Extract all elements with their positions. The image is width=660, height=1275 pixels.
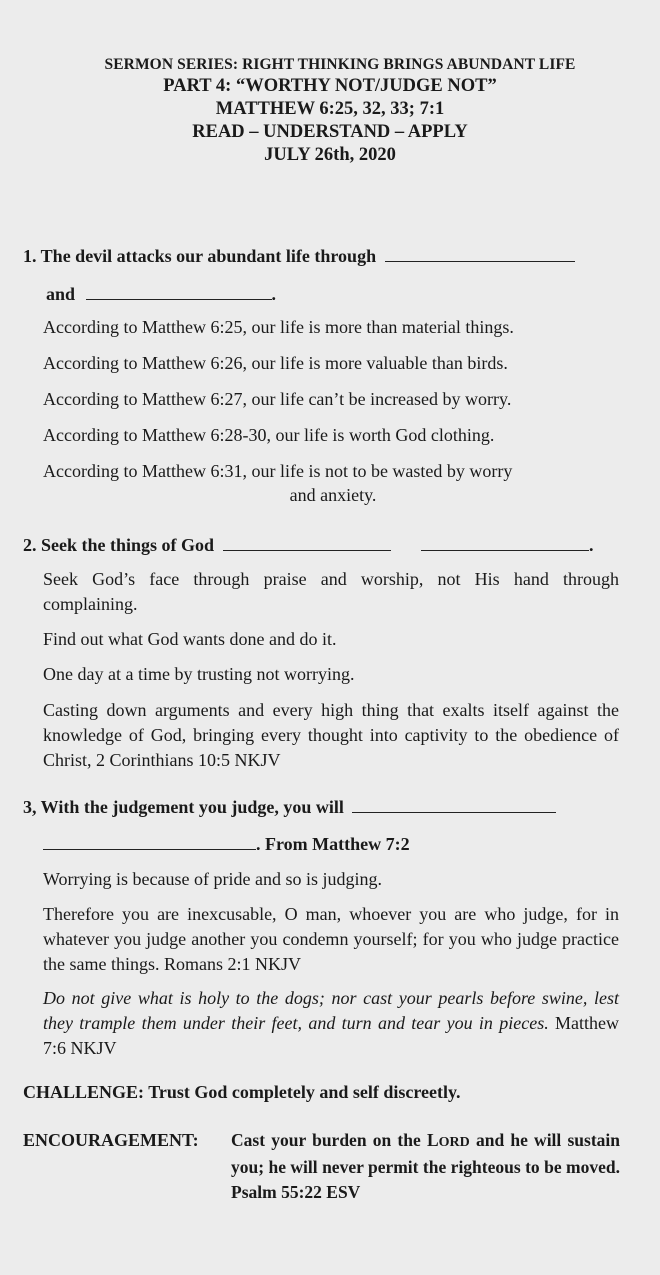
scripture-reference: MATTHEW 6:25, 32, 33; 7:1 <box>215 99 445 119</box>
matthew-quote-text: Do not give what is holy to the dogs; nor cast your pearls before swine, lest they trample them under their feet, and turn and tear you in pieces. <box>43 988 619 1033</box>
point-3-reference: . From Matthew 7:2 <box>256 834 410 854</box>
period: . <box>589 535 594 555</box>
romans-quote: Therefore you are inexcusable, O man, whoever you are who judge, for in whatever you judge another you condemn yourself; for you who judge practice the same things. Romans 2:1 NKJV <box>43 904 619 974</box>
point-1-line: According to Matthew 6:28-30, our life is worth God clothing. <box>43 425 495 445</box>
period: . <box>271 284 277 304</box>
point-1-heading <box>23 245 575 267</box>
encouragement-text-a: Cast your burden on the <box>231 1130 427 1150</box>
point-1-line-continued: and anxiety. <box>289 485 377 505</box>
fill-in-blank[interactable] <box>223 534 391 551</box>
fill-in-blank[interactable] <box>385 245 575 262</box>
point-2-heading <box>23 534 594 556</box>
point-1-line: According to Matthew 6:27, our life can’t be increased by worry. <box>43 389 512 409</box>
point-2-line: Find out what God wants done and do it. <box>43 629 337 649</box>
point-2-line: Seek God’s face through praise and worship, not His hand through complaining. <box>43 569 619 614</box>
point-1-and-line <box>46 283 276 305</box>
motto: READ – UNDERSTAND – APPLY <box>192 122 468 142</box>
point-1-line: According to Matthew 6:25, our life is more than material things. <box>43 317 514 337</box>
point-2-heading-text: 2. Seek the things of God <box>23 535 215 555</box>
fill-in-blank[interactable] <box>352 796 556 813</box>
encouragement-text <box>231 1128 620 1205</box>
and-label: and <box>46 284 76 304</box>
matthew-quote-ref: Matthew 7:6 NKJV <box>43 1013 620 1058</box>
point-1-line: According to Matthew 6:31, our life is not to be wasted by worry <box>43 461 513 481</box>
challenge: CHALLENGE: Trust God completely and self discreetly. <box>23 1082 461 1102</box>
part-title: PART 4: “WORTHY NOT/JUDGE NOT” <box>163 76 497 96</box>
point-1-line: According to Matthew 6:26, our life is more valuable than birds. <box>43 353 508 373</box>
point-3-heading-text: 3, With the judgement you judge, you will <box>23 797 344 817</box>
lord-small-caps: ORD <box>438 1135 470 1150</box>
lord-initial: L <box>426 1130 439 1150</box>
point-3-line: Worrying is because of pride and so is judging. <box>43 869 382 889</box>
encouragement-text-b: and he will sustain you; he will never permit the righteous to be moved. Psalm 55:22 ESV <box>231 1130 620 1202</box>
fill-in-blank[interactable] <box>86 283 272 300</box>
sermon-series-title: SERMON SERIES: RIGHT THINKING BRINGS ABUNDANT LIFE <box>104 56 576 73</box>
fill-in-blank[interactable] <box>43 833 256 850</box>
point-3-ref-line <box>43 833 410 855</box>
point-3-heading <box>23 796 556 818</box>
point-2-line: Casting down arguments and every high thing that exalts itself against the knowledge of God, bringing every thought into captivity to the obedience of Christ, 2 Corinthians 10:5 NKJV <box>43 700 619 770</box>
matthew-quote <box>43 986 619 1061</box>
point-1-heading-text: 1. The devil attacks our abundant life through <box>23 246 377 266</box>
header <box>0 55 660 167</box>
sermon-date: JULY 26th, 2020 <box>264 145 396 165</box>
encouragement-label: ENCOURAGEMENT: <box>23 1130 199 1150</box>
point-2-line: One day at a time by trusting not worrying. <box>43 664 355 684</box>
fill-in-blank[interactable] <box>421 534 589 551</box>
